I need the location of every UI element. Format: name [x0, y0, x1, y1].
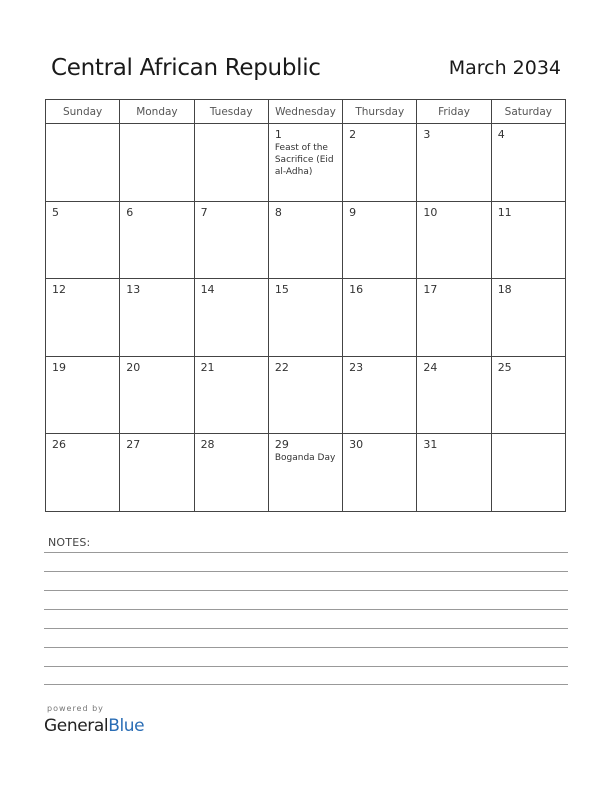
day-number: 2	[349, 128, 357, 141]
day-number: 27	[126, 438, 141, 452]
day-cell	[120, 201, 194, 279]
weekday-saturday: Saturday	[491, 100, 565, 124]
day-cell	[343, 434, 417, 512]
day-cell	[268, 434, 342, 512]
day-cell	[417, 124, 491, 202]
day-number: 13	[126, 283, 141, 297]
day-cell	[46, 201, 120, 279]
day-cell	[194, 201, 268, 279]
day-number: 21	[200, 360, 215, 374]
day-number: 31	[423, 438, 438, 452]
notes-label: NOTES:	[48, 536, 91, 549]
note-line	[44, 552, 568, 553]
day-number: 15	[274, 283, 289, 297]
note-line	[44, 647, 568, 648]
note-line	[44, 666, 568, 667]
day-number: 6	[126, 205, 134, 219]
day-cell	[46, 356, 120, 434]
day-number: 8	[274, 205, 282, 219]
day-cell	[120, 434, 194, 512]
day-cell	[120, 279, 194, 357]
day-cell	[46, 124, 120, 202]
day-cell	[491, 124, 565, 202]
week-row	[46, 356, 566, 434]
note-line	[44, 571, 568, 572]
day-number: 22	[274, 360, 289, 374]
calendar-title: Central African Republic	[51, 55, 321, 81]
holiday-event: Feast of the Sacrifice (Eid al-Adha)	[274, 143, 334, 177]
holiday-event: Boganda Day	[274, 453, 336, 464]
weekday-tuesday: Tuesday	[194, 100, 268, 124]
day-number: 17	[423, 283, 438, 297]
day-cell	[120, 124, 194, 202]
week-row	[46, 434, 566, 512]
day-number: 23	[349, 360, 364, 374]
day-number: 25	[497, 360, 512, 374]
day-cell	[194, 434, 268, 512]
day-cell	[343, 124, 417, 202]
day-cell	[194, 279, 268, 357]
day-cell	[268, 201, 342, 279]
day-number: 1	[274, 128, 282, 141]
day-number: 3	[423, 128, 431, 141]
calendar-month: March 2034	[448, 57, 561, 79]
calendar-grid	[45, 99, 566, 512]
day-cell	[268, 279, 342, 357]
day-number: 4	[497, 128, 505, 141]
day-cell	[417, 201, 491, 279]
powered-by-text: powered by	[47, 704, 104, 713]
weekday-monday: Monday	[120, 100, 194, 124]
day-cell	[417, 279, 491, 357]
day-cell	[417, 434, 491, 512]
day-number: 10	[423, 205, 438, 219]
day-number: 29	[274, 438, 289, 452]
day-number: 26	[52, 438, 66, 452]
day-number: 12	[52, 283, 66, 297]
brand-blue: Blue	[108, 716, 145, 736]
day-number: 30	[349, 438, 364, 452]
day-cell	[120, 356, 194, 434]
day-cell	[194, 124, 268, 202]
week-row	[46, 201, 566, 279]
brand-logo	[44, 716, 144, 736]
day-number: 20	[126, 360, 141, 374]
day-cell	[491, 201, 565, 279]
week-row	[46, 279, 566, 357]
note-line	[44, 684, 568, 685]
day-cell	[343, 279, 417, 357]
day-number: 14	[200, 283, 215, 297]
day-number: 11	[497, 205, 512, 219]
day-cell	[268, 124, 342, 202]
weekday-friday: Friday	[417, 100, 491, 124]
day-number: 5	[52, 205, 59, 219]
day-cell	[343, 201, 417, 279]
day-number: 19	[52, 360, 66, 374]
note-line	[44, 609, 568, 610]
day-number: 16	[349, 283, 364, 297]
day-cell	[491, 356, 565, 434]
day-cell	[417, 356, 491, 434]
day-cell	[268, 356, 342, 434]
day-number: 9	[349, 205, 357, 219]
day-cell	[491, 434, 565, 512]
weekday-header-row	[46, 100, 566, 124]
day-cell	[491, 279, 565, 357]
note-line	[44, 628, 568, 629]
weekday-wednesday: Wednesday	[268, 100, 342, 124]
weekday-thursday: Thursday	[343, 100, 417, 124]
brand-general: General	[44, 716, 109, 736]
day-cell	[46, 434, 120, 512]
day-cell	[343, 356, 417, 434]
day-cell	[46, 279, 120, 357]
day-number: 18	[497, 283, 512, 297]
day-number: 7	[200, 205, 208, 219]
weekday-sunday: Sunday	[46, 100, 120, 124]
day-number: 28	[200, 438, 215, 452]
day-number: 24	[423, 360, 438, 374]
week-row	[46, 124, 566, 202]
day-cell	[194, 356, 268, 434]
note-line	[44, 590, 568, 591]
